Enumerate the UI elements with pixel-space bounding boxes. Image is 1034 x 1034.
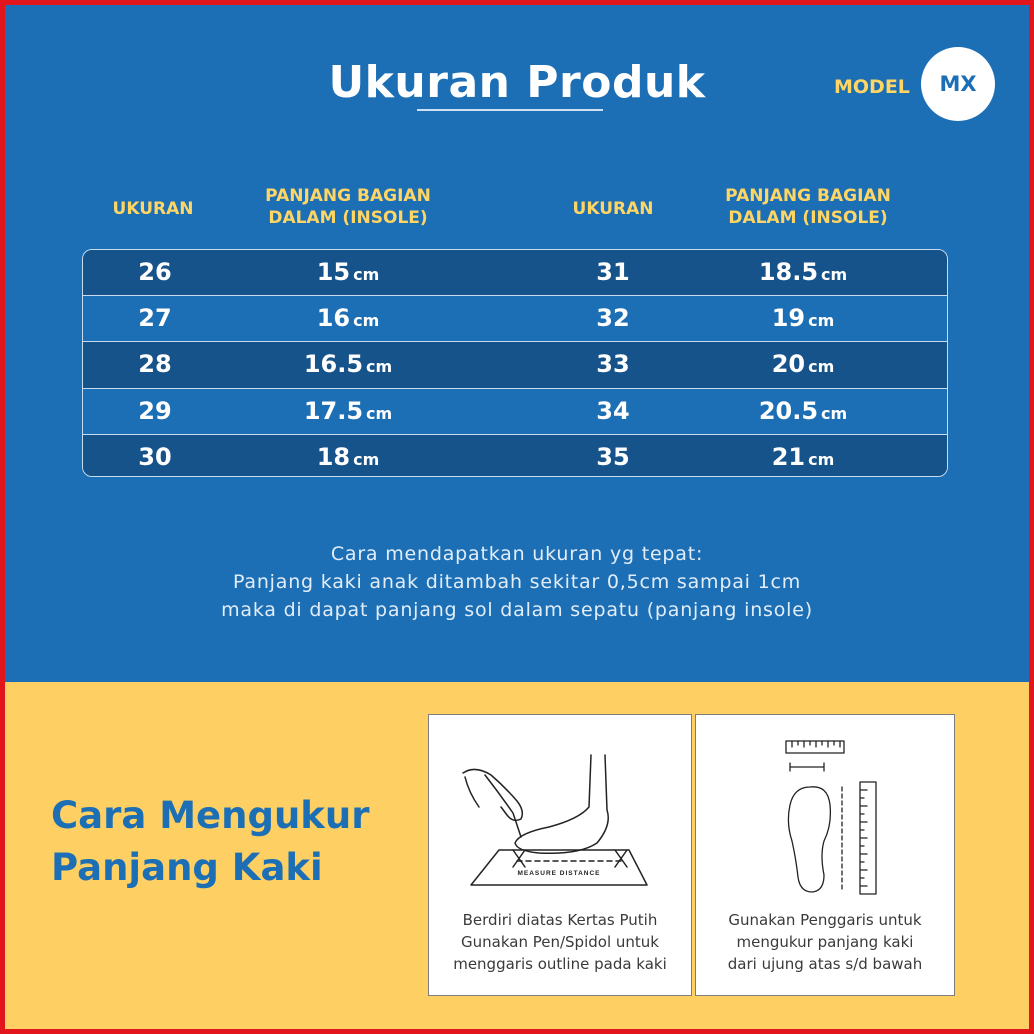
table-row	[83, 389, 947, 435]
how-to-title-line1: Cara Mengukur	[51, 794, 370, 837]
insole-length-cell: 17.5 cm	[303, 396, 393, 425]
column-header-size-right: UKURAN	[572, 199, 654, 219]
step2-caption-line1: Gunakan Penggaris untuk	[728, 911, 922, 929]
size-cell: 32	[596, 304, 630, 333]
how-to-measure-section	[5, 682, 1029, 1029]
pen-icon	[485, 775, 521, 837]
table-row	[83, 342, 947, 388]
size-cell: 28	[138, 350, 172, 379]
step-card-trace-foot	[428, 714, 692, 996]
size-cell: 35	[596, 442, 630, 471]
insole-length-cell: 20 cm	[771, 350, 835, 379]
column-header-insole-line2: DALAM (INSOLE)	[728, 208, 888, 228]
sizing-tip	[5, 540, 1029, 624]
step1-caption-line3: menggaris outline pada kaki	[453, 955, 667, 973]
sizing-tip-line1: Cara mendapatkan ukuran yg tepat:	[330, 543, 704, 565]
size-chart-section	[5, 5, 1029, 682]
table-row	[83, 435, 947, 477]
title-underline	[417, 109, 603, 111]
insole-length-cell: 15 cm	[316, 258, 380, 286]
cross-mark-right	[615, 850, 627, 867]
sizing-tip-line3: maka di dapat panjang sol dalam sepatu (panjang insole)	[221, 599, 813, 621]
step2-caption-line3: dari ujung atas s/d bawah	[727, 955, 923, 973]
paper-sheet-icon	[471, 850, 647, 885]
insole-length-cell: 18 cm	[316, 442, 380, 471]
size-table	[82, 249, 948, 477]
how-to-measure-title	[51, 790, 370, 894]
size-cell: 27	[138, 304, 172, 333]
sizing-tip-line2: Panjang kaki anak ditambah sekitar 0,5cm sampai 1cm	[232, 571, 802, 593]
column-header-insole-line1: PANJANG BAGIAN	[265, 186, 431, 206]
insole-length-cell: 16 cm	[316, 304, 380, 333]
ruler-measure-illustration	[696, 715, 956, 905]
size-cell: 31	[596, 258, 630, 286]
insole-length-cell: 16.5 cm	[303, 350, 393, 379]
column-header-insole-right	[701, 185, 915, 229]
step2-caption-line2: mengukur panjang kaki	[736, 933, 914, 951]
footprint-icon	[788, 787, 830, 892]
size-cell: 29	[138, 396, 172, 425]
page-title: Ukuran Produk	[328, 57, 706, 108]
size-cell: 26	[138, 258, 172, 286]
step1-caption-line2: Gunakan Pen/Spidol untuk	[461, 933, 659, 951]
column-header-insole-line1: PANJANG BAGIAN	[725, 186, 891, 206]
table-row	[83, 296, 947, 342]
column-header-size-left: UKURAN	[112, 199, 194, 219]
step-card-ruler-measure	[695, 714, 955, 996]
insole-length-cell: 19 cm	[771, 304, 835, 333]
model-badge: MX	[921, 47, 995, 121]
size-cell: 33	[596, 350, 630, 379]
column-header-insole-left	[241, 185, 455, 229]
size-cell: 30	[138, 442, 172, 471]
cross-mark-left	[513, 850, 525, 867]
model-label: MODEL	[834, 76, 910, 98]
how-to-title-line2: Panjang Kaki	[51, 846, 323, 889]
insole-length-cell: 18.5 cm	[758, 258, 848, 286]
foot-icon	[515, 755, 608, 853]
measure-distance-label: MEASURE DISTANCE	[517, 870, 601, 877]
step1-caption-line1: Berdiri diatas Kertas Putih	[462, 911, 658, 929]
column-header-insole-line2: DALAM (INSOLE)	[268, 208, 428, 228]
table-row	[83, 250, 947, 296]
step1-caption	[429, 909, 691, 975]
foot-tracing-illustration	[429, 715, 693, 905]
insole-length-cell: 20.5 cm	[758, 396, 848, 425]
size-cell: 34	[596, 396, 630, 425]
insole-length-cell: 21 cm	[771, 442, 835, 471]
step2-caption	[696, 909, 954, 975]
horizontal-ruler-icon	[786, 741, 844, 753]
